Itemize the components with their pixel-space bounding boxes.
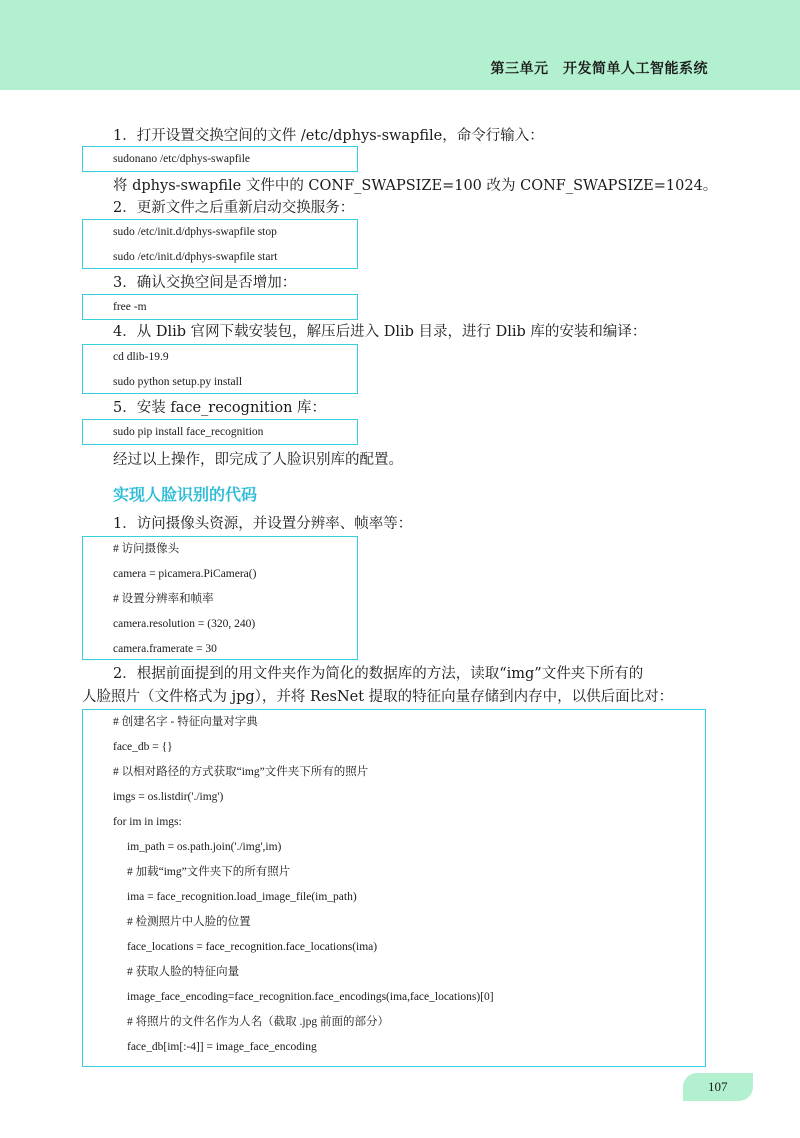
code-line: sudo python setup.py install xyxy=(113,376,243,388)
step-1-open-swapfile: 1．打开设置交换空间的文件 /etc/dphys-swapfile，命令行输入： xyxy=(113,128,544,144)
page-header xyxy=(0,0,800,90)
step-2-read-photos-line-1: 2．根据前面提到的用文件夹作为简化的数据库的方法，读取“img”文件夹下所有的 xyxy=(113,666,644,682)
step-1-access-camera: 1．访问摄像头资源，并设置分辨率、帧率等： xyxy=(113,516,413,532)
code-line: sudo pip install face_recognition xyxy=(113,426,264,438)
header-title: 第三单元 开发简单人工智能系统 xyxy=(490,61,708,77)
code-line: # 设置分辨率和帧率 xyxy=(113,593,214,605)
page-number: 107 xyxy=(708,1079,728,1094)
step-2-restart-service: 2．更新文件之后重新启动交换服务： xyxy=(113,200,355,216)
section-title: 实现人脸识别的代码 xyxy=(113,485,258,504)
code-line: sudo /etc/init.d/dphys-swapfile stop xyxy=(113,226,277,238)
code-line: face_db[im[:-4]] = image_face_encoding xyxy=(127,1041,317,1053)
code-box-7 xyxy=(82,709,706,1067)
code-line: for im in imgs: xyxy=(113,816,182,828)
config-complete-note: 经过以上操作，即完成了人脸识别库的配置。 xyxy=(113,452,403,468)
code-line: camera = picamera.PiCamera() xyxy=(113,568,257,580)
code-line: sudo /etc/init.d/dphys-swapfile start xyxy=(113,251,278,263)
code-line: # 创建名字 - 特征向量对字典 xyxy=(113,716,258,728)
step-4-install-dlib: 4．从 Dlib 官网下载安装包，解压后进入 Dlib 目录，进行 Dlib 库的安装和编译： xyxy=(113,324,647,340)
code-box-1 xyxy=(82,146,358,172)
code-box-6 xyxy=(82,536,358,660)
code-line: # 以相对路径的方式获取“img”文件夹下所有的照片 xyxy=(113,766,369,778)
code-line: free -m xyxy=(113,301,147,313)
code-line: # 获取人脸的特征向量 xyxy=(127,966,240,978)
code-line: image_face_encoding=face_recognition.face_encodings(ima,face_locations)[0] xyxy=(127,991,494,1003)
step-5-install-face-recognition: 5．安装 face_recognition 库： xyxy=(113,400,327,416)
swapsize-instruction: 将 dphys-swapfile 文件中的 CONF_SWAPSIZE=100 改为 CONF_SWAPSIZE=1024。 xyxy=(113,178,718,194)
code-line: im_path = os.path.join('./img',im) xyxy=(127,841,282,853)
step-3-confirm-swap: 3．确认交换空间是否增加： xyxy=(113,275,297,291)
code-box-3 xyxy=(82,294,358,320)
code-line: face_locations = face_recognition.face_locations(ima) xyxy=(127,941,378,953)
code-box-2 xyxy=(82,219,358,269)
code-line: # 访问摄像头 xyxy=(113,543,180,555)
code-line: cd dlib-19.9 xyxy=(113,351,169,363)
code-box-5 xyxy=(82,419,358,445)
code-line: sudonano /etc/dphys-swapfile xyxy=(113,153,251,165)
code-line: camera.resolution = (320, 240) xyxy=(113,618,256,630)
code-line: # 加载“img”文件夹下的所有照片 xyxy=(127,866,291,878)
code-line: camera.framerate = 30 xyxy=(113,643,217,655)
code-line: # 检测照片中人脸的位置 xyxy=(127,916,251,928)
code-line: ima = face_recognition.load_image_file(im_path) xyxy=(127,891,357,903)
code-line: face_db = {} xyxy=(113,741,173,753)
code-box-4 xyxy=(82,344,358,394)
code-line: imgs = os.listdir('./img') xyxy=(113,791,224,803)
step-2-read-photos-line-2: 人脸照片（文件格式为 jpg），并将 ResNet 提取的特征向量存储到内存中，以供后面比对： xyxy=(82,689,674,705)
code-line: # 将照片的文件名作为人名（截取 .jpg 前面的部分） xyxy=(127,1016,389,1028)
